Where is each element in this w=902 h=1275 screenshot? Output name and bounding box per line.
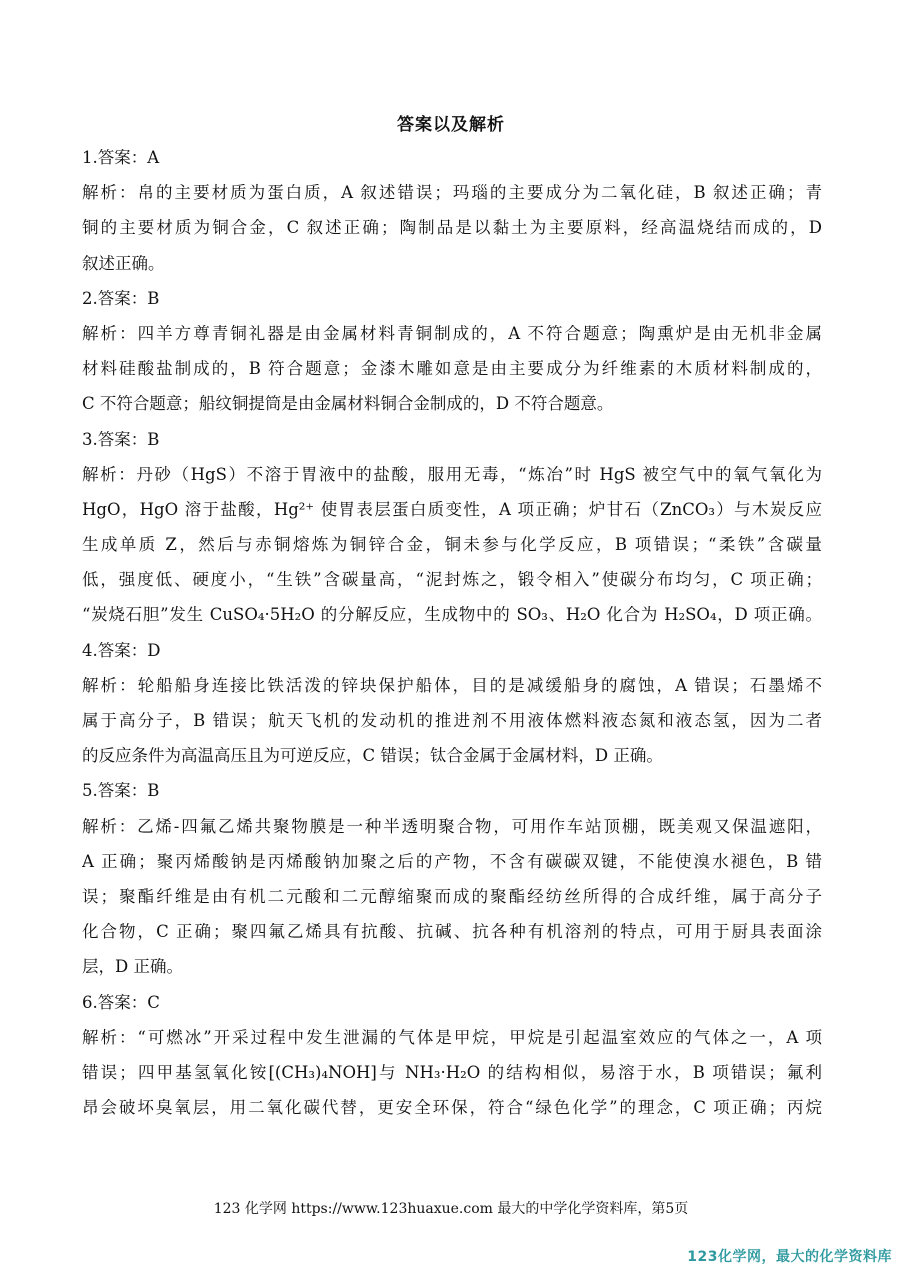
explanation-line: 解析：丹砂（HgS）不溶于胃液中的盐酸，服用无毒，“炼冶”时 HgS 被空气中的氧气氧化为 (82, 464, 822, 484)
explanation-line: HgO，HgO 溶于盐酸，Hg²⁺ 使胃表层蛋白质变性，A 项正确；炉甘石（ZnCO₃）与木炭反应 (82, 499, 822, 519)
explanation-line: 错误；四甲基氢氧化铵[(CH₃)₄NOH]与 NH₃·H₂O 的结构相似，易溶于水，B 项错误；氟利 (82, 1062, 822, 1082)
explanation-line: 铜的主要材质为铜合金，C 叙述正确；陶制品是以黏土为主要原料，经高温烧结而成的，D (82, 218, 822, 238)
explanation-line: 低，强度低、硬度小，“生铁”含碳量高，“泥封炼之，锻令相入”使碳分布均匀，C 项正确； (82, 570, 822, 590)
page-title: 答案以及解析 (397, 115, 505, 135)
explanation-line: 叙述正确。 (82, 253, 165, 273)
explanation-line: 生成单质 Z，然后与赤铜熔炼为铜锌合金，铜未参与化学反应，B 项错误；“柔铁”含碳量 (82, 535, 822, 555)
explanation-line: 化合物，C 正确；聚四氟乙烯具有抗酸、抗碱、抗各种有机溶剂的特点，可用于厨具表面涂 (82, 922, 822, 942)
site-watermark: 123化学网，最大的化学资料库 (687, 1249, 892, 1265)
explanation-line: 误；聚酯纤维是由有机二元酸和二元醇缩聚而成的聚酯经纺丝所得的合成纤维，属于高分子 (82, 886, 822, 906)
explanation-line: 解析：帛的主要材质为蛋白质，A 叙述错误；玛瑙的主要成分为二氧化硅，B 叙述正确；青 (82, 183, 822, 203)
answer-heading: 2.答案：B (82, 288, 160, 308)
explanation-line: 材料硅酸盐制成的，B 符合题意；金漆木雕如意是由主要成分为纤维素的木质材料制成的， (82, 359, 822, 379)
explanation-line: “炭烧石胆”发生 CuSO₄·5H₂O 的分解反应，生成物中的 SO₃、H₂O 化合为 H₂SO₄，D 项正确。 (82, 605, 822, 625)
explanation-line: 解析：轮船船身连接比铁活泼的锌块保护船体，目的是减缓船身的腐蚀，A 错误；石墨烯不 (82, 675, 822, 695)
answer-heading: 6.答案：C (82, 992, 160, 1012)
explanation-line: 解析：“可燃冰”开采过程中发生泄漏的气体是甲烷，甲烷是引起温室效应的气体之一，A 项 (82, 1027, 822, 1047)
page-footer: 123 化学网 https://www.123huaxue.com 最大的中学化学资料库，第5页 (213, 1201, 689, 1217)
explanation-line: A 正确；聚丙烯酸钠是丙烯酸钠加聚之后的产物，不含有碳碳双键，不能使溴水褪色，B 错 (82, 851, 822, 871)
explanation-line: 解析：乙烯-四氟乙烯共聚物膜是一种半透明聚合物，可用作车站顶棚，既美观又保温遮阳， (82, 816, 822, 836)
explanation-line: 的反应条件为高温高压且为可逆反应，C 错误；钛合金属于金属材料，D 正确。 (82, 746, 663, 766)
answer-heading: 1.答案：A (82, 148, 160, 167)
answer-heading: 5.答案：B (82, 781, 160, 801)
explanation-line: 解析：四羊方尊青铜礼器是由金属材料青铜制成的，A 不符合题意；陶熏炉是由无机非金属 (82, 323, 822, 343)
answer-heading: 3.答案：B (82, 429, 160, 449)
answer-body (82, 140, 822, 1125)
explanation-line: 属于高分子，B 错误；航天飞机的发动机的推进剂不用液体燃料液态氮和液态氢，因为二者 (82, 711, 822, 730)
explanation-line: 层，D 正确。 (82, 957, 183, 977)
explanation-line: 昂会破坏臭氧层，用二氧化碳代替，更安全环保，符合“绿色化学”的理念，C 项正确；丙烷 (82, 1098, 822, 1118)
explanation-line: C 不符合题意；船纹铜提筒是由金属材料铜合金制成的，D 不符合题意。 (82, 394, 614, 414)
answer-heading: 4.答案：D (82, 640, 161, 660)
